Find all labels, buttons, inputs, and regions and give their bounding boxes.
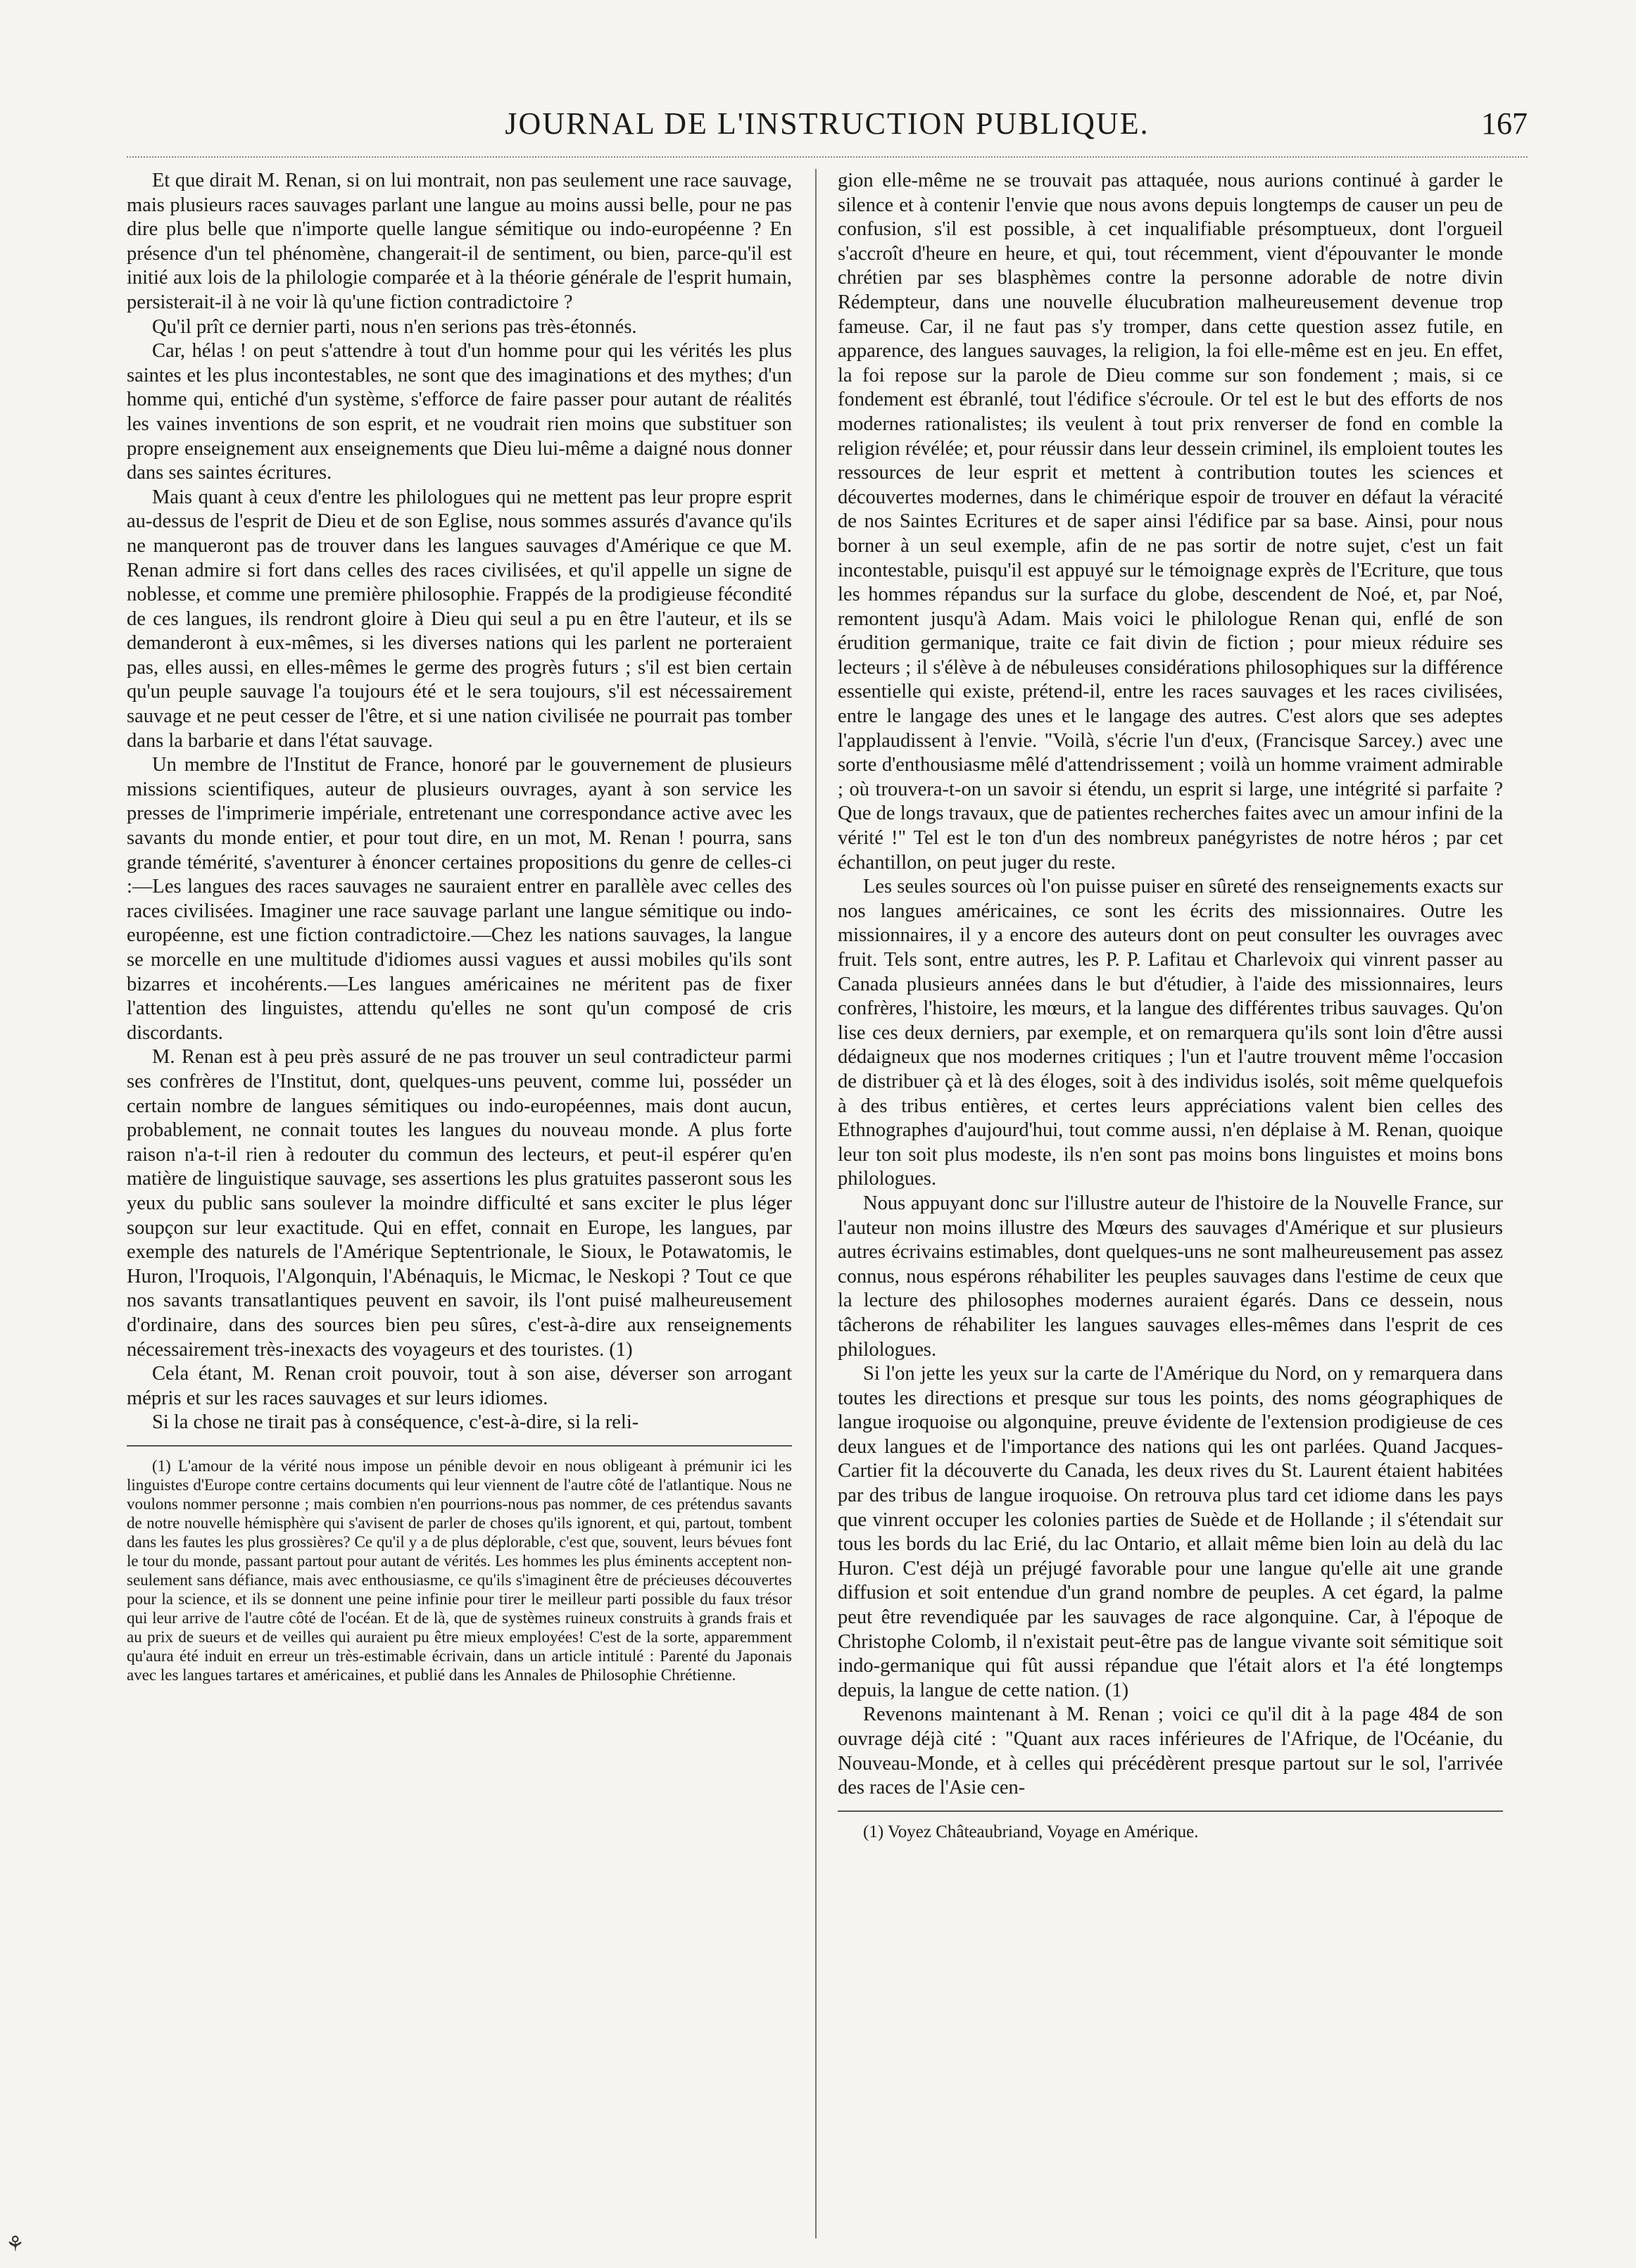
paragraph: Un membre de l'Institut de France, honoré par le gouvernement de plusieurs missions scientifiques, auteur de plusieurs ouvrages, ayant à son service les presses de l'imprimerie impériale, entretenant une correspondance active avec les savants du monde entier, et pour tout dire, en un mot, M. Renan ! pourra, sans grande témérité, s'aventurer à énoncer certaines propositions du genre de celles-ci :—Les langues des races sauvages ne sauraient entrer en parallèle avec celles des races civilisées. Imaginer une race sauvage parlant une langue sémitique ou indo-européenne, est une fiction contradictoire.—Chez les nations sauvages, la langue se morcelle en une multitude d'idiomes aussi vagues et aussi mobiles qu'ils sont bizarres et incohérents.—Les langues américaines ne méritent pas de fixer l'attention des linguistes, attendu qu'elles ne sont qu'un composé de cris discordants. (127, 754, 792, 1044)
page-header (127, 106, 1528, 148)
paragraph: gion elle-même ne se trouvait pas attaquée, nous aurions continué à garder le silence et à contenir l'envie que nous avons depuis longtemps de causer un peu de confusion, s'il est possible, à cet inqualifiable présomptueux, dont l'orgueil s'accroît d'heure en heure, et qui, tout récemment, vient d'épouvanter le monde chrétien par ses blasphèmes contre la personne adorable de notre divin Rédempteur, dans une nouvelle élucubration malheureusement devenue trop fameuse. Car, il ne faut pas s'y tromper, dans cette question assez futile, en apparence, des langues sauvages, la religion, la foi elle-même est en jeu. En effet, la foi repose sur la parole de Dieu comme sur son fondement ; mais, si ce fondement est ébranlé, tout l'édifice s'écroule. Or tel est le but des efforts de nos modernes rationalistes; ils veulent à tout prix renverser de fond en comble la religion révélée; et, pour réussir dans leur dessein criminel, ils emploient toutes les ressources de leur esprit et mettent à contribution toutes les sciences et découvertes modernes, dans le chimérique espoir de trouver en défaut la véracité de nos Saintes Ecritures et de saper ainsi l'édifice par sa base. Ainsi, pour nous borner à un seul exemple, afin de ne pas sortir de notre sujet, c'est un fait incontestable, puisqu'il est appuyé sur le témoignage exprès de l'Ecriture, que tous les hommes répandus sur la surface du globe, descendent de Noé, et, par Noé, remontent jusqu'à Adam. Mais voici le philologue Renan qui, enflé de son érudition germanique, traite ce fait divin de fiction ; pour mieux réduire ses lecteurs ; il s'élève à de nébuleuses considérations philosophiques sur la différence essentielle qui existe, prétend-il, entre les races sauvages et les races civilisées, entre le langage des unes et le langage des autres. C'est alors que ses adeptes l'applaudissent à l'envie. "Voilà, s'écrie l'un d'eux, (Francisque Sarcey.) avec une sorte d'enthousiasme mêlé d'attendrissement ; voilà un homme vraiment admirable ; où trouvera-t-on un savoir si étendu, un esprit si large, une intégrité si parfaite ? Que de longs travaux, que de patientes recherches faites avec un amour infini de la vérité !" Tel est le ton d'un des nombreux panégyristes de notre héros ; par cet échantillon, on peut juger du reste. (838, 170, 1503, 874)
paragraph: Nous appuyant donc sur l'illustre auteur de l'histoire de la Nouvelle France, sur l'auteur non moins illustre des Mœurs des sauvages d'Amérique et sur plusieurs autres écrivains estimables, dont quelques-uns ne sont malheureusement pas assez connus, nous espérons réhabiliter les peuples sauvages dans l'estime de ceux que la lecture des philosophes modernes auraient égarés. Dans ce dessein, nous tâcherons de réhabiliter les langues sauvages elles-mêmes dans l'esprit de ces philologues. (838, 1192, 1503, 1361)
paragraph: Si la chose ne tirait pas à conséquence, c'est-à-dire, si la reli- (152, 1411, 639, 1434)
paragraph: Si l'on jette les yeux sur la carte de l'Amérique du Nord, on y remarquera dans toutes les directions et presque sur tous les points, des noms géographiques de langue iroquoise ou algonquine, preuve évidente de l'extension prodigieuse de ces deux langues et de l'importance des nations qui les ont parlées. Quand Jacques-Cartier fit la découverte du Canada, les deux rives du St. Laurent étaient habitées par des tribus de langue iroquoise. On retrouva plus tard cet idiome dans les pays que vinrent occuper les colonies parties de Suède et de Hollande ; il s'étendait sur tous les bords du lac Erié, du lac Ontario, et allait même bien loin au delà du lac Huron. C'est déjà un préjugé favorable pour une langue qu'elle ait une grande diffusion et soit entendue d'un grand nombre de peuples. A cet égard, la palme peut être revendiquée par les sauvages de race algonquine. Car, à l'époque de Christophe Colomb, il n'existait peut-être pas de langue vivante soit sémitique soit indo-germanique qui fût aussi répandue que l'était alors et l'a été longtemps depuis, la langue de cette nation. (1) (838, 1363, 1503, 1701)
paragraph: Les seules sources où l'on puisse puiser en sûreté des renseignements exacts sur nos langues américaines, ce sont les écrits des missionnaires. Outre les missionnaires, il y a encore des auteurs dont on peut consulter les ouvrages avec fruit. Tels sont, entre autres, les P. P. Lafitau et Charlevoix qui vinrent passer au Canada plusieurs années dans le but d'étudier, à l'aide des missionnaires, leurs confrères, l'histoire, les mœurs, et la langue des différentes tribus sauvages. Qu'on lise ces deux derniers, par exemple, et on remarquera qu'ils sont loin d'être aussi dédaigneux que nos modernes critiques ; l'un et l'autre trouvent même l'occasion de distribuer çà et là des éloges, soit à des individus isolés, soit même quelquefois à des tribus entières, et certes leurs appréciations valent bien celles des Ethnographes d'aujourd'hui, tout comme aussi, n'en déplaise à M. Renan, quoique leur ton soit plus modeste, ils n'en sont pas moins bons linguistes et moins bons philologues. (838, 876, 1503, 1190)
footnote-rule (127, 1445, 792, 1447)
paragraph: M. Renan est à peu près assuré de ne pas trouver un seul contradicteur parmi ses confrères de l'Institut, dont, quelques-uns peuvent, comme lui, posséder un certain nombre de langues sémitiques ou indo-européennes, mais dont aucun, probablement, ne connait toutes les langues du nouveau monde. A plus forte raison n'a-t-il rien à redouter du commun des lecteurs, et peut-il espérer qu'en matière de linguistique sauvage, ses assertions les plus gratuites passeront sous les yeux du public sans soulever la moindre difficulté et sans exciter le plus léger soupçon sur leur exactitude. Qui en effet, connait en Europe, les langues, par exemple des naturels de l'Amérique Septentrionale, le Sioux, le Potawatomis, le Huron, l'Iroquois, l'Algonquin, l'Abénaquis, le Micmac, le Neskopi ? Tout ce que nos savants transatlantiques peuvent en savoir, ils l'ont puisé malheureusement d'ordinaire, dans des sources bien peu sûres, c'est-à-dire aux renseignements nécessairement très-inexacts des voyageurs et des touristes. (1) (127, 1046, 792, 1361)
footnote-rule (838, 1810, 1503, 1812)
left-column (127, 169, 792, 2238)
footnote: (1) L'amour de la vérité nous impose un pénible devoir en nous obligeant à prémunir ici les linguistes d'Europe contre certains documents qui leur viennent de l'autre côté de l'atlantique. Nous ne voulons nommer personne ; mais combien n'en pourrions-nous pas nommer, de ces prétendus savants de notre nouvelle hémisphère qui s'avisent de parler de choses qu'ils ignorent, et qui, partout, tombent dans les fautes les plus grossières? Ce qu'il y a de plus déplorable, c'est que, souvent, leurs bévues font le tour du monde, passant partout pour autant de vérités. Les hommes les plus éminents acceptent non-seulement sans défiance, mais avec enthousiasme, ce qu'ils s'imaginent être de précieuses découvertes pour la science, et ils se donnent une peine infinie pour tirer le meilleur parti possible du faux trésor qui leur arrive de l'autre côté de l'océan. Et de là, que de systèmes ruineux construits à grands frais et au prix de sueurs et de veilles qui auraient pu être mieux employées! C'est de la sorte, apparemment qu'aura été induit en erreur un très-estimable écrivain, dans un article intitulé : Parenté du Japonais avec les langues tartares et américaines, et publié dans les Annales de Philosophie Chrétienne. (127, 1456, 792, 1684)
page-number: 167 (1481, 106, 1528, 141)
right-column (838, 169, 1503, 2238)
paragraph: Et que dirait M. Renan, si on lui montrait, non pas seulement une race sauvage, mais plusieurs races sauvages parlant une langue au moins aussi belle, pour ne pas dire plus belle que n'importe quelle langue sémitique ou indo-européenne ? En présence d'un tel phénomène, changerait-il de sentiment, ou bien, parce-qu'il est initié aux lois de la philologie comparée et à la théorie générale de l'esprit humain, persisterait-il à ne voir là qu'une fiction contradictoire ? (127, 170, 792, 313)
paragraph: Cela étant, M. Renan croit pouvoir, tout à son aise, déverser son arrogant mépris et sur les races sauvages et sur leurs idiomes. (127, 1363, 792, 1409)
header-rule (127, 156, 1528, 158)
footnote: (1) Voyez Châteaubriand, Voyage en Amérique. (863, 1822, 1199, 1841)
column-divider (815, 169, 817, 2238)
paragraph: Revenons maintenant à M. Renan ; voici ce qu'il dit à la page 484 de son ouvrage déjà cité : "Quant aux races inférieures de l'Afrique, de l'Océanie, du Nouveau-Monde, et à celles qui précédèrent presque partout sur le sol, l'arrivée des races de l'Asie cen- (838, 1703, 1503, 1799)
paragraph: Car, hélas ! on peut s'attendre à tout d'un homme pour qui les vérités les plus saintes et les plus incontestables, ne sont que des imaginations et des mythes; d'un homme qui, entiché d'un système, s'efforce de faire passer pour autant de réalités les vaines inventions de son esprit, et ne voudrait rien moins que substituer son propre enseignement aux enseignements que Dieu lui-même a daigné nous donner dans ses saintes écritures. (127, 340, 792, 484)
paragraph: Qu'il prît ce dernier parti, nous n'en serions pas très-étonnés. (152, 315, 637, 338)
paragraph: Mais quant à ceux d'entre les philologues qui ne mettent pas leur propre esprit au-dessus de l'esprit de Dieu et de son Eglise, nous sommes assurés d'avance qu'ils ne manqueront pas de trouver dans les langues sauvages d'Amérique ce que M. Renan admire si fort dans celles des races civilisées, et qu'il appelle un signe de noblesse, et comme une première philosophie. Frappés de la prodigieuse fécondité de ces langues, ils rendront gloire à Dieu qui seul a pu en être l'auteur, et ils se demanderont à eux-mêmes, si les diverses nations qui les parlent ne porteraient pas, elles aussi, en elles-mêmes le germe des progrès futurs ; s'il est bien certain qu'un peuple sauvage l'a toujours été et le sera toujours, s'il est nécessairement sauvage et ne peut cesser de l'être, et si une nation civilisée ne pourrait pas tomber dans la barbarie et dans l'état sauvage. (127, 486, 792, 752)
journal-title: JOURNAL DE L'INSTRUCTION PUBLIQUE. (505, 106, 1150, 141)
printer-mark: ⚘ (6, 2233, 25, 2256)
